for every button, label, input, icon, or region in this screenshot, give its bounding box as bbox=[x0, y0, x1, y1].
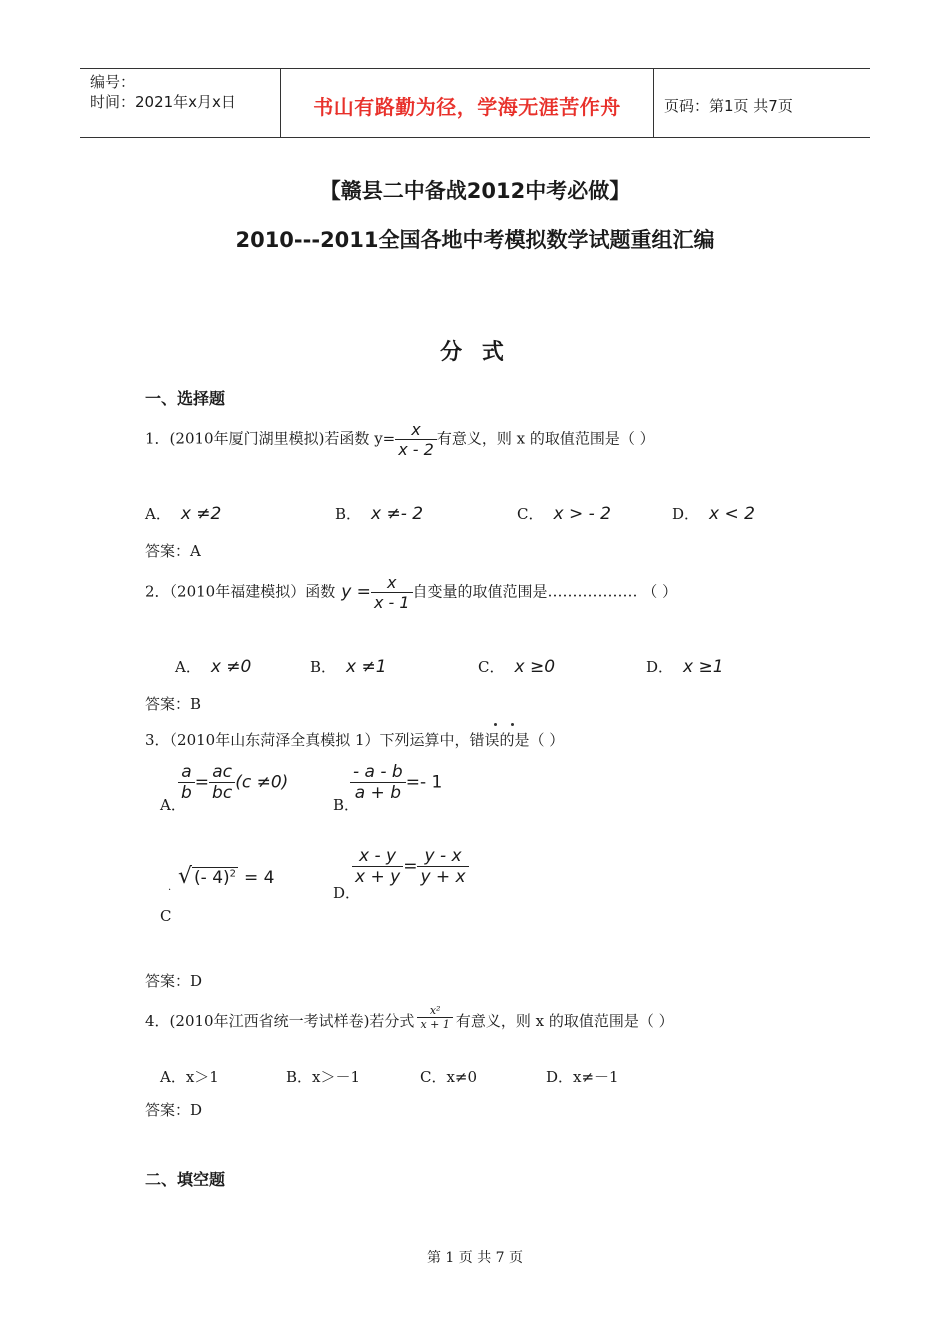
header-table bbox=[80, 68, 870, 138]
q3-option-d: $\frac{x - y}{x + y}$ = $\frac{y - x}{y + x}$ bbox=[352, 846, 469, 887]
q2-prefix: 2．（2010年福建模拟）函数 bbox=[145, 582, 336, 601]
q3-c-dot: . bbox=[168, 882, 172, 893]
title-school: 【赣县二中备战2012中考必做】 bbox=[319, 179, 631, 203]
q2-d-label: D． bbox=[646, 658, 674, 676]
q1-option-d bbox=[672, 503, 755, 524]
q3-b-num: - a - b bbox=[353, 762, 403, 782]
q2-option-b bbox=[310, 656, 387, 677]
q2-b-math: x ≠1 bbox=[346, 657, 387, 677]
q3-c-radicand bbox=[192, 867, 238, 888]
q4-den: x + 1 bbox=[417, 1017, 452, 1031]
header-motto-cell bbox=[281, 69, 654, 137]
q3-a-label: A． bbox=[160, 796, 186, 814]
q4-fraction bbox=[417, 1004, 452, 1031]
q1-fraction bbox=[395, 420, 437, 459]
page-label: 页码：第1页 共7页 bbox=[664, 97, 793, 115]
header-info-cell bbox=[80, 69, 281, 137]
q2-num: x bbox=[387, 573, 397, 592]
q1-answer: 答案：A bbox=[145, 542, 201, 560]
section-choice: 一、选择题 bbox=[145, 389, 226, 408]
q2-c-label: C． bbox=[478, 658, 505, 676]
q1-a-math: x ≠2 bbox=[180, 504, 222, 524]
q3-a-d1: b bbox=[178, 782, 195, 803]
q4-option-b: B．x＞－1 bbox=[286, 1068, 361, 1086]
q3-a-frac2 bbox=[209, 762, 235, 803]
q1-den: x - 2 bbox=[395, 439, 437, 459]
q3-d-n1: x - y bbox=[359, 846, 397, 866]
q1-option-b bbox=[335, 503, 423, 524]
q2-den: x - 1 bbox=[371, 592, 413, 612]
q4-answer: 答案：D bbox=[145, 1101, 203, 1119]
q3-c-expr: (- 4) bbox=[194, 868, 230, 888]
q3-c-label: C bbox=[160, 907, 172, 925]
q2-lhs: y = bbox=[341, 581, 371, 602]
q4-suffix: 有意义，则 x 的取值范围是（ ） bbox=[455, 1012, 674, 1030]
chapter-title: 分 式 bbox=[440, 340, 510, 365]
q3-b-tail: =- 1 bbox=[405, 772, 443, 793]
header-page-cell bbox=[654, 69, 870, 137]
emphasis-dot bbox=[511, 723, 514, 726]
section-fill: 二、填空题 bbox=[145, 1170, 226, 1189]
emphasis-dot bbox=[494, 723, 497, 726]
q4-prefix: 4．(2010年江西省统一考试样卷)若分式 bbox=[145, 1012, 415, 1030]
q3-d-d2: y + x bbox=[417, 866, 468, 887]
q3-a-n2: ac bbox=[212, 762, 232, 782]
page-footer: 第 1 页 共 7 页 bbox=[426, 1250, 524, 1266]
q1-c-math: x > - 2 bbox=[553, 504, 611, 524]
q1-option-c bbox=[517, 503, 611, 524]
q3-c-exp: 2 bbox=[229, 868, 237, 880]
q4-option-c: C．x≠0 bbox=[420, 1068, 478, 1086]
q3-a-d2: bc bbox=[209, 782, 235, 803]
q3-answer: 答案：D bbox=[145, 972, 203, 990]
q2-option-d bbox=[646, 656, 724, 677]
q2-option-c bbox=[478, 656, 555, 677]
time-label: 时间：2021年x月x日 bbox=[90, 93, 236, 111]
q1-prefix: 1．(2010年厦门湖里模拟)若函数 y= bbox=[145, 429, 396, 448]
q2-option-a bbox=[175, 656, 251, 677]
q3-c-tail: = 4 bbox=[244, 868, 275, 888]
q3-d-n2: y - x bbox=[424, 846, 462, 866]
q3-d-d1: x + y bbox=[352, 866, 403, 887]
q3-option-c bbox=[178, 864, 275, 889]
q1-b-math: x ≠- 2 bbox=[371, 504, 424, 524]
q4-option-d: D．x≠－1 bbox=[546, 1068, 619, 1086]
q3-b-label: B． bbox=[333, 796, 360, 814]
q3-a-frac1 bbox=[178, 762, 195, 803]
q2-answer: 答案：B bbox=[145, 695, 202, 713]
question-1 bbox=[145, 420, 655, 459]
q3-b-den: a + b bbox=[350, 782, 406, 803]
q1-a-label: A． bbox=[145, 505, 171, 523]
q1-d-math: x < 2 bbox=[709, 504, 755, 524]
q2-a-math: x ≠0 bbox=[210, 657, 252, 677]
q3-option-b bbox=[350, 762, 442, 803]
q4-num: x² bbox=[429, 1004, 441, 1017]
q3-a-n1: a bbox=[181, 762, 192, 782]
q2-a-label: A． bbox=[175, 658, 201, 676]
question-4 bbox=[145, 1004, 674, 1031]
q3-b-frac bbox=[350, 762, 406, 803]
q2-b-label: B． bbox=[310, 658, 337, 676]
q1-num: x bbox=[411, 420, 421, 439]
q1-d-label: D． bbox=[672, 505, 700, 523]
sqrt-symbol-icon: √ bbox=[178, 864, 193, 889]
q3-d-label: D． bbox=[333, 884, 361, 902]
q3-d-frac2 bbox=[417, 846, 468, 887]
q2-c-math: x ≥0 bbox=[514, 657, 556, 677]
q4-option-a: A．x＞1 bbox=[160, 1068, 219, 1086]
q1-option-a bbox=[145, 503, 221, 524]
title-collection: 2010---2011全国各地中考模拟数学试题重组汇编 bbox=[235, 228, 715, 252]
q1-suffix: 有意义，则 x 的取值范围是（ ） bbox=[436, 429, 655, 448]
q3-option-a: $\frac{a}{b}$ = $\frac{ac}{bc}$ (c ≠0) bbox=[178, 762, 288, 803]
q2-suffix: 自变量的取值范围是……………… （ ） bbox=[412, 582, 678, 601]
q1-b-label: B． bbox=[335, 505, 362, 523]
motto: 书山有路勤为径，学海无涯苦作舟 bbox=[313, 95, 621, 119]
code-label: 编号： bbox=[90, 73, 136, 91]
question-2 bbox=[145, 573, 677, 612]
q3-d-frac1 bbox=[352, 846, 403, 887]
q1-c-label: C． bbox=[517, 505, 544, 523]
q3-a-tail: (c ≠0) bbox=[235, 772, 289, 793]
question-3: 3．（2010年山东菏泽全真模拟 1）下列运算中，错误的是（ ） bbox=[145, 731, 565, 749]
q2-fraction bbox=[371, 573, 413, 612]
q2-d-math: x ≥1 bbox=[683, 657, 724, 677]
